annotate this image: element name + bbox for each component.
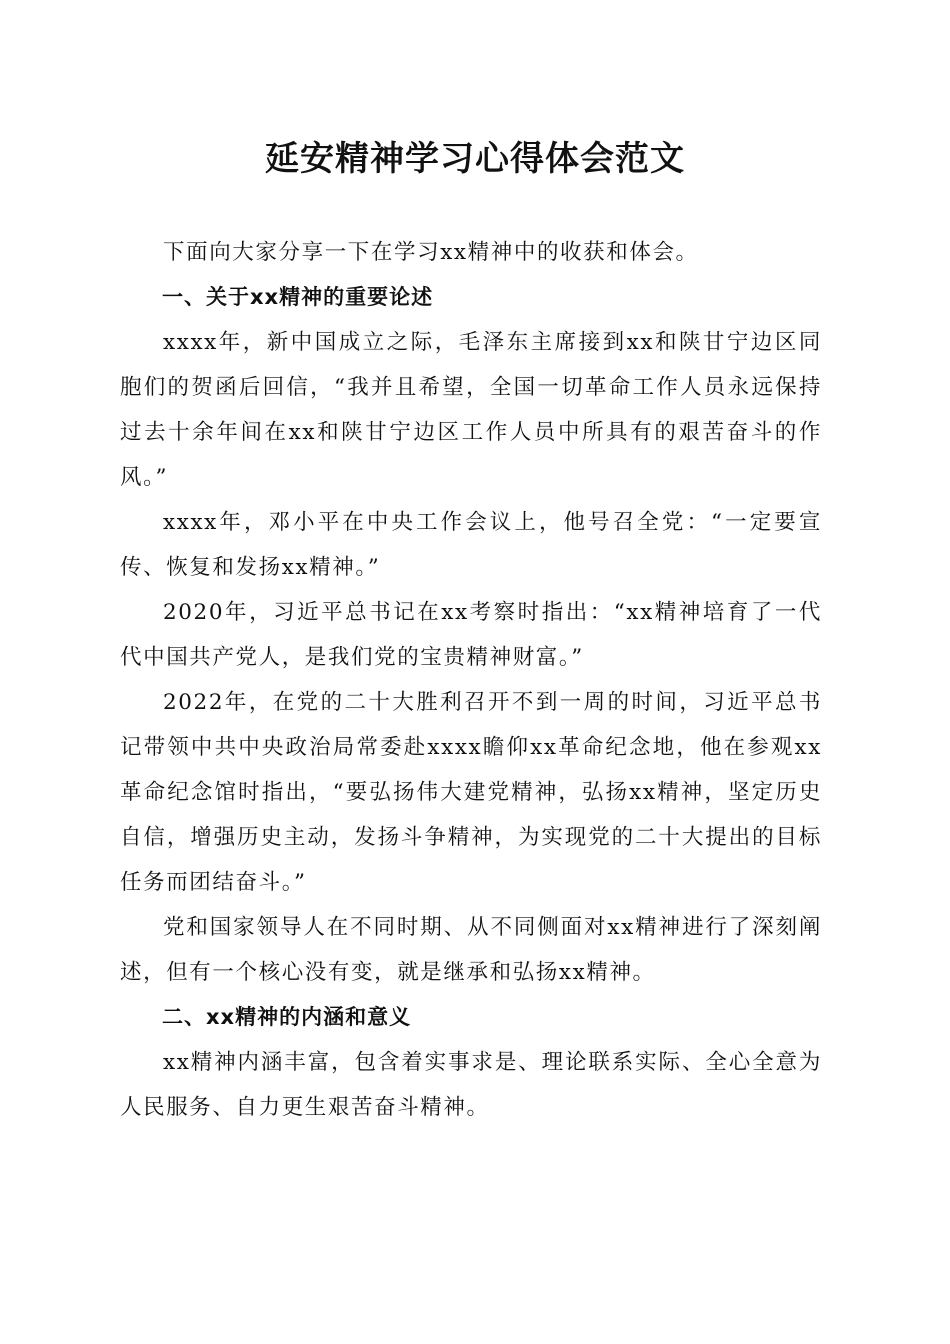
section-1-paragraph-3: 2020年，习近平总书记在xx考察时指出：“xx精神培育了一代代中国共产党人，是我们党的宝贵精神财富。” — [120, 600, 822, 670]
section-1-paragraph-5: 党和国家领导人在不同时期、从不同侧面对xx精神进行了深刻阐述，但有一个核心没有变，就是继承和弘扬xx精神。 — [120, 915, 822, 985]
section-1-paragraph-4: 2022年，在党的二十大胜利召开不到一周的时间，习近平总书记带领中共中央政治局常委赴xxxx瞻仰xx革命纪念地，他在参观xx革命纪念馆时指出，“要弘扬伟大建党精神，弘扬xx精神，坚定历史自信，增强历史主动，发扬斗争精神，为实现党的二十大提出的目标任务而团结奋斗。” — [120, 690, 822, 895]
section-1-paragraph-1: xxxx年，新中国成立之际，毛泽东主席接到xx和陕甘宁边区同胞们的贺函后回信，“我并且希望，全国一切革命工作人员永远保持过去十余年间在xx和陕甘宁边区工作人员中所具有的艰苦奋斗的作风。” — [120, 330, 822, 490]
section-1-heading: 一、关于xx精神的重要论述 — [162, 285, 434, 309]
section-2-paragraph-1: xx精神内涵丰富，包含着实事求是、理论联系实际、全心全意为人民服务、自力更生艰苦奋斗精神。 — [120, 1050, 822, 1120]
section-2-heading: 二、xx精神的内涵和意义 — [162, 1005, 412, 1029]
intro-paragraph: 下面向大家分享一下在学习xx精神中的收获和体会。 — [163, 240, 699, 265]
document-body — [120, 230, 822, 1130]
section-1-paragraph-2: xxxx年，邓小平在中央工作会议上，他号召全党：“一定要宣传、恢复和发扬xx精神。” — [120, 510, 822, 580]
document-title: 延安精神学习心得体会范文 — [265, 139, 685, 179]
